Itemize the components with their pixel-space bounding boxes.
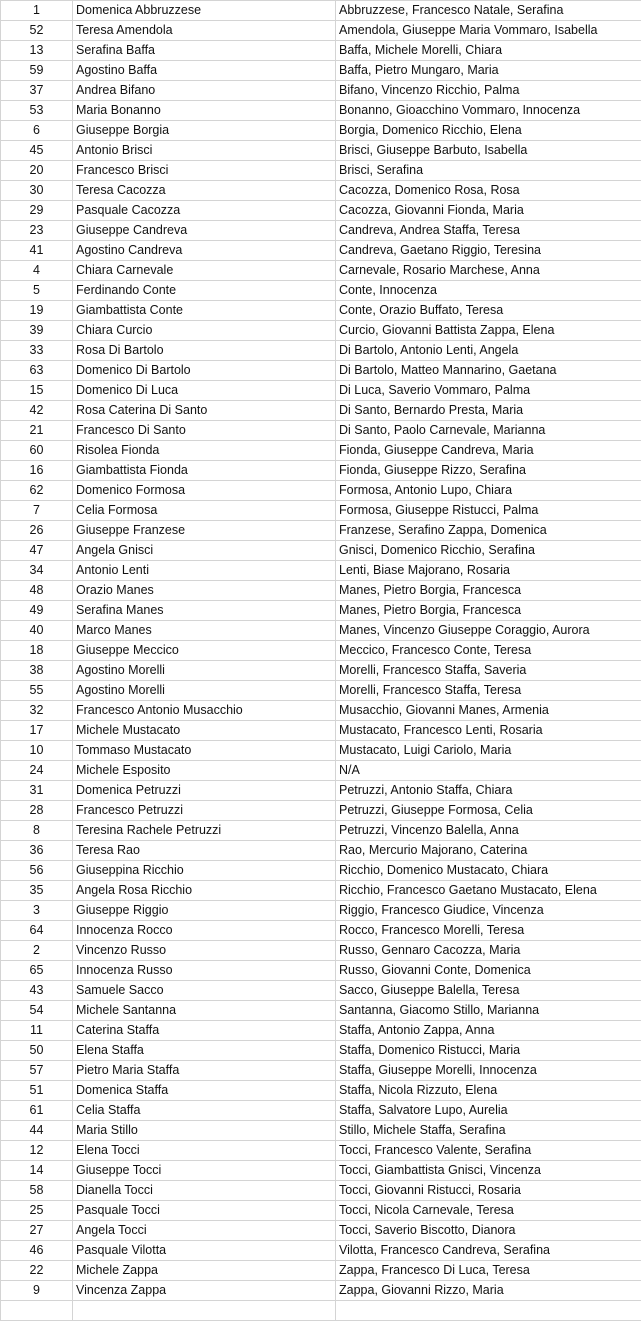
table-row: [1, 901, 641, 921]
id-cell[interactable]: 62: [1, 481, 73, 501]
name-cell[interactable]: Teresa Cacozza: [73, 181, 336, 201]
table-row: [1, 1181, 641, 1201]
id-cell[interactable]: 14: [1, 1161, 73, 1181]
table-row: [1, 981, 641, 1001]
parents-cell[interactable]: Baffa, Michele Morelli, Chiara: [336, 41, 641, 61]
parents-cell[interactable]: Gnisci, Domenico Ricchio, Serafina: [336, 541, 641, 561]
parents-cell[interactable]: Formosa, Antonio Lupo, Chiara: [336, 481, 641, 501]
table-row: [1, 141, 641, 161]
name-cell[interactable]: Elena Staffa: [73, 1041, 336, 1061]
parents-cell[interactable]: Fionda, Giuseppe Rizzo, Serafina: [336, 461, 641, 481]
parents-cell[interactable]: Tocci, Francesco Valente, Serafina: [336, 1141, 641, 1161]
name-cell[interactable]: Serafina Baffa: [73, 41, 336, 61]
id-cell[interactable]: 42: [1, 401, 73, 421]
table-row: [1, 1101, 641, 1121]
name-cell[interactable]: Domenica Staffa: [73, 1081, 336, 1101]
parents-cell[interactable]: Brisci, Serafina: [336, 161, 641, 181]
id-cell[interactable]: 23: [1, 221, 73, 241]
parents-cell[interactable]: Staffa, Antonio Zappa, Anna: [336, 1021, 641, 1041]
name-cell[interactable]: Agostino Baffa: [73, 61, 336, 81]
parents-cell[interactable]: Conte, Innocenza: [336, 281, 641, 301]
table-row: [1, 1, 641, 21]
id-cell[interactable]: 48: [1, 581, 73, 601]
id-cell[interactable]: 10: [1, 741, 73, 761]
table-row: [1, 881, 641, 901]
id-cell[interactable]: 7: [1, 501, 73, 521]
parents-cell[interactable]: Morelli, Francesco Staffa, Teresa: [336, 681, 641, 701]
table-row: [1, 401, 641, 421]
name-cell[interactable]: Giuseppe Borgia: [73, 121, 336, 141]
name-cell[interactable]: Serafina Manes: [73, 601, 336, 621]
table-row: [1, 581, 641, 601]
parents-cell[interactable]: Carnevale, Rosario Marchese, Anna: [336, 261, 641, 281]
id-cell[interactable]: 6: [1, 121, 73, 141]
name-cell[interactable]: Teresa Amendola: [73, 21, 336, 41]
name-cell[interactable]: Giambattista Fionda: [73, 461, 336, 481]
parents-cell[interactable]: Tocci, Giovanni Ristucci, Rosaria: [336, 1181, 641, 1201]
parents-cell[interactable]: Meccico, Francesco Conte, Teresa: [336, 641, 641, 661]
id-cell[interactable]: 45: [1, 141, 73, 161]
name-cell[interactable]: Pietro Maria Staffa: [73, 1061, 336, 1081]
name-cell[interactable]: Andrea Bifano: [73, 81, 336, 101]
parents-cell[interactable]: Staffa, Salvatore Lupo, Aurelia: [336, 1101, 641, 1121]
parents-cell[interactable]: Riggio, Francesco Giudice, Vincenza: [336, 901, 641, 921]
name-cell[interactable]: Vincenza Zappa: [73, 1281, 336, 1301]
name-cell[interactable]: Antonio Lenti: [73, 561, 336, 581]
parents-cell[interactable]: N/A: [336, 761, 641, 781]
table-row: [1, 561, 641, 581]
id-cell[interactable]: 15: [1, 381, 73, 401]
parents-cell[interactable]: Vilotta, Francesco Candreva, Serafina: [336, 1241, 641, 1261]
id-cell[interactable]: 11: [1, 1021, 73, 1041]
table-row: [1, 541, 641, 561]
name-cell[interactable]: Angela Rosa Ricchio: [73, 881, 336, 901]
table-row: [1, 1241, 641, 1261]
id-cell[interactable]: 25: [1, 1201, 73, 1221]
table-row: [1, 641, 641, 661]
table-row: [1, 1001, 641, 1021]
id-cell[interactable]: 31: [1, 781, 73, 801]
parents-cell[interactable]: Fionda, Giuseppe Candreva, Maria: [336, 441, 641, 461]
parents-cell[interactable]: Petruzzi, Giuseppe Formosa, Celia: [336, 801, 641, 821]
table-row: [1, 461, 641, 481]
parents-cell[interactable]: Formosa, Giuseppe Ristucci, Palma: [336, 501, 641, 521]
id-cell[interactable]: 5: [1, 281, 73, 301]
name-cell[interactable]: Agostino Morelli: [73, 681, 336, 701]
name-cell[interactable]: Domenica Abbruzzese: [73, 1, 336, 21]
parents-cell[interactable]: Di Bartolo, Antonio Lenti, Angela: [336, 341, 641, 361]
id-cell[interactable]: 35: [1, 881, 73, 901]
table-row: [1, 61, 641, 81]
id-cell[interactable]: 2: [1, 941, 73, 961]
parents-cell[interactable]: Tocci, Nicola Carnevale, Teresa: [336, 1201, 641, 1221]
parents-cell[interactable]: Musacchio, Giovanni Manes, Armenia: [336, 701, 641, 721]
parents-cell[interactable]: Manes, Pietro Borgia, Francesca: [336, 601, 641, 621]
name-cell[interactable]: Giuseppe Candreva: [73, 221, 336, 241]
parents-cell[interactable]: Lenti, Biase Majorano, Rosaria: [336, 561, 641, 581]
table-row: [1, 1161, 641, 1181]
id-cell[interactable]: 9: [1, 1281, 73, 1301]
table-row: [1, 701, 641, 721]
parents-cell[interactable]: Manes, Pietro Borgia, Francesca: [336, 581, 641, 601]
table-row: [1, 221, 641, 241]
name-cell[interactable]: Giambattista Conte: [73, 301, 336, 321]
id-cell[interactable]: 27: [1, 1221, 73, 1241]
name-cell[interactable]: Francesco Antonio Musacchio: [73, 701, 336, 721]
id-cell[interactable]: 37: [1, 81, 73, 101]
parents-cell[interactable]: Borgia, Domenico Ricchio, Elena: [336, 121, 641, 141]
parents-cell[interactable]: Staffa, Giuseppe Morelli, Innocenza: [336, 1061, 641, 1081]
table-row: [1, 1041, 641, 1061]
table-row: [1, 1121, 641, 1141]
id-cell[interactable]: 58: [1, 1181, 73, 1201]
name-cell[interactable]: Giuseppe Riggio: [73, 901, 336, 921]
name-cell[interactable]: Chiara Curcio: [73, 321, 336, 341]
parents-cell[interactable]: [336, 1301, 641, 1321]
parents-cell[interactable]: Manes, Vincenzo Giuseppe Coraggio, Aurora: [336, 621, 641, 641]
table-row: [1, 761, 641, 781]
table-row: [1, 521, 641, 541]
table-row: [1, 381, 641, 401]
parents-cell[interactable]: Baffa, Pietro Mungaro, Maria: [336, 61, 641, 81]
table-row: [1, 21, 641, 41]
name-cell[interactable]: Michele Mustacato: [73, 721, 336, 741]
name-cell[interactable]: Giuseppe Tocci: [73, 1161, 336, 1181]
name-cell[interactable]: Dianella Tocci: [73, 1181, 336, 1201]
table-row: [1, 1201, 641, 1221]
name-cell[interactable]: Teresa Rao: [73, 841, 336, 861]
table-row: [1, 161, 641, 181]
name-cell[interactable]: Pasquale Vilotta: [73, 1241, 336, 1261]
table-row: [1, 961, 641, 981]
parents-cell[interactable]: Santanna, Giacomo Stillo, Marianna: [336, 1001, 641, 1021]
table-row: [1, 821, 641, 841]
table-row: [1, 781, 641, 801]
name-cell[interactable]: Ferdinando Conte: [73, 281, 336, 301]
table-body: [1, 1, 641, 1321]
name-cell[interactable]: Francesco Brisci: [73, 161, 336, 181]
parents-cell[interactable]: Bonanno, Gioacchino Vommaro, Innocenza: [336, 101, 641, 121]
parents-cell[interactable]: Zappa, Giovanni Rizzo, Maria: [336, 1281, 641, 1301]
table-row: [1, 1221, 641, 1241]
table-row: [1, 861, 641, 881]
name-cell[interactable]: Vincenzo Russo: [73, 941, 336, 961]
parents-cell[interactable]: Ricchio, Francesco Gaetano Mustacato, Elena: [336, 881, 641, 901]
parents-cell[interactable]: Abbruzzese, Francesco Natale, Serafina: [336, 1, 641, 21]
id-cell[interactable]: 41: [1, 241, 73, 261]
name-cell[interactable]: Teresina Rachele Petruzzi: [73, 821, 336, 841]
name-cell[interactable]: [73, 1301, 336, 1321]
parents-cell[interactable]: Stillo, Michele Staffa, Serafina: [336, 1121, 641, 1141]
name-cell[interactable]: Antonio Brisci: [73, 141, 336, 161]
parents-cell[interactable]: Amendola, Giuseppe Maria Vommaro, Isabella: [336, 21, 641, 41]
name-cell[interactable]: Innocenza Russo: [73, 961, 336, 981]
id-cell[interactable]: 44: [1, 1121, 73, 1141]
parents-cell[interactable]: Mustacato, Francesco Lenti, Rosaria: [336, 721, 641, 741]
table-row: [1, 1021, 641, 1041]
table-row: [1, 361, 641, 381]
table-row: [1, 201, 641, 221]
parents-cell[interactable]: Di Santo, Bernardo Presta, Maria: [336, 401, 641, 421]
table-row: [1, 241, 641, 261]
name-cell[interactable]: Pasquale Tocci: [73, 1201, 336, 1221]
name-cell[interactable]: Francesco Di Santo: [73, 421, 336, 441]
parents-cell[interactable]: Cacozza, Giovanni Fionda, Maria: [336, 201, 641, 221]
table-row: [1, 481, 641, 501]
parents-cell[interactable]: Rao, Mercurio Majorano, Caterina: [336, 841, 641, 861]
parents-cell[interactable]: Tocci, Giambattista Gnisci, Vincenza: [336, 1161, 641, 1181]
table-row: [1, 941, 641, 961]
table-row: [1, 741, 641, 761]
parents-cell[interactable]: Petruzzi, Antonio Staffa, Chiara: [336, 781, 641, 801]
parents-cell[interactable]: Bifano, Vincenzo Ricchio, Palma: [336, 81, 641, 101]
table-row: [1, 1261, 641, 1281]
id-cell[interactable]: 53: [1, 101, 73, 121]
id-cell[interactable]: 39: [1, 321, 73, 341]
id-cell[interactable]: 34: [1, 561, 73, 581]
name-cell[interactable]: Domenico Di Bartolo: [73, 361, 336, 381]
name-cell[interactable]: Michele Zappa: [73, 1261, 336, 1281]
table-row: [1, 81, 641, 101]
parents-cell[interactable]: Petruzzi, Vincenzo Balella, Anna: [336, 821, 641, 841]
id-cell[interactable]: 60: [1, 441, 73, 461]
parents-cell[interactable]: Staffa, Nicola Rizzuto, Elena: [336, 1081, 641, 1101]
id-cell[interactable]: 26: [1, 521, 73, 541]
name-cell[interactable]: Michele Esposito: [73, 761, 336, 781]
table-row: [1, 421, 641, 441]
id-cell[interactable]: 22: [1, 1261, 73, 1281]
name-cell[interactable]: Maria Bonanno: [73, 101, 336, 121]
name-cell[interactable]: Celia Formosa: [73, 501, 336, 521]
parents-cell[interactable]: Di Bartolo, Matteo Mannarino, Gaetana: [336, 361, 641, 381]
id-cell[interactable]: 36: [1, 841, 73, 861]
name-cell[interactable]: Risolea Fionda: [73, 441, 336, 461]
parents-cell[interactable]: Russo, Giovanni Conte, Domenica: [336, 961, 641, 981]
name-cell[interactable]: Orazio Manes: [73, 581, 336, 601]
name-cell[interactable]: Giuseppe Meccico: [73, 641, 336, 661]
parents-cell[interactable]: Di Santo, Paolo Carnevale, Marianna: [336, 421, 641, 441]
table-row: [1, 681, 641, 701]
table-row: [1, 801, 641, 821]
parents-cell[interactable]: Conte, Orazio Buffato, Teresa: [336, 301, 641, 321]
name-cell[interactable]: Giuseppina Ricchio: [73, 861, 336, 881]
parents-cell[interactable]: Brisci, Giuseppe Barbuto, Isabella: [336, 141, 641, 161]
parents-cell[interactable]: Zappa, Francesco Di Luca, Teresa: [336, 1261, 641, 1281]
name-cell[interactable]: Caterina Staffa: [73, 1021, 336, 1041]
parents-cell[interactable]: Candreva, Gaetano Riggio, Teresina: [336, 241, 641, 261]
name-cell[interactable]: Angela Gnisci: [73, 541, 336, 561]
name-cell[interactable]: Chiara Carnevale: [73, 261, 336, 281]
name-cell[interactable]: Domenica Petruzzi: [73, 781, 336, 801]
id-cell[interactable]: 40: [1, 621, 73, 641]
parents-cell[interactable]: Staffa, Domenico Ristucci, Maria: [336, 1041, 641, 1061]
table-row: [1, 121, 641, 141]
table-row: [1, 721, 641, 741]
id-cell[interactable]: 18: [1, 641, 73, 661]
table-row: [1, 441, 641, 461]
id-cell[interactable]: 52: [1, 21, 73, 41]
id-cell[interactable]: 65: [1, 961, 73, 981]
name-cell[interactable]: Celia Staffa: [73, 1101, 336, 1121]
parents-cell[interactable]: Russo, Gennaro Cacozza, Maria: [336, 941, 641, 961]
id-cell[interactable]: 28: [1, 801, 73, 821]
id-cell[interactable]: 17: [1, 721, 73, 741]
name-cell[interactable]: Pasquale Cacozza: [73, 201, 336, 221]
name-cell[interactable]: Domenico Di Luca: [73, 381, 336, 401]
id-cell[interactable]: 64: [1, 921, 73, 941]
id-cell[interactable]: 51: [1, 1081, 73, 1101]
name-cell[interactable]: Rosa Caterina Di Santo: [73, 401, 336, 421]
id-cell[interactable]: 32: [1, 701, 73, 721]
parents-cell[interactable]: Sacco, Giuseppe Balella, Teresa: [336, 981, 641, 1001]
id-cell[interactable]: 16: [1, 461, 73, 481]
name-cell[interactable]: Marco Manes: [73, 621, 336, 641]
table-row: [1, 921, 641, 941]
table-row: [1, 321, 641, 341]
id-cell[interactable]: 46: [1, 1241, 73, 1261]
table-row: [1, 281, 641, 301]
id-cell[interactable]: 3: [1, 901, 73, 921]
parents-cell[interactable]: Candreva, Andrea Staffa, Teresa: [336, 221, 641, 241]
parents-cell[interactable]: Curcio, Giovanni Battista Zappa, Elena: [336, 321, 641, 341]
table-row: [1, 1061, 641, 1081]
table-row: [1, 341, 641, 361]
table-row: [1, 1081, 641, 1101]
table-row: [1, 181, 641, 201]
id-cell[interactable]: [1, 1301, 73, 1321]
id-cell[interactable]: 55: [1, 681, 73, 701]
id-cell[interactable]: 47: [1, 541, 73, 561]
table-row: [1, 41, 641, 61]
id-cell[interactable]: 24: [1, 761, 73, 781]
parents-cell[interactable]: Mustacato, Luigi Cariolo, Maria: [336, 741, 641, 761]
id-cell[interactable]: 59: [1, 61, 73, 81]
id-cell[interactable]: 20: [1, 161, 73, 181]
parents-cell[interactable]: Di Luca, Saverio Vommaro, Palma: [336, 381, 641, 401]
parents-cell[interactable]: Rocco, Francesco Morelli, Teresa: [336, 921, 641, 941]
parents-cell[interactable]: Morelli, Francesco Staffa, Saveria: [336, 661, 641, 681]
table-row: [1, 661, 641, 681]
name-cell[interactable]: Elena Tocci: [73, 1141, 336, 1161]
name-cell[interactable]: Maria Stillo: [73, 1121, 336, 1141]
id-cell[interactable]: 8: [1, 821, 73, 841]
table-row: [1, 501, 641, 521]
name-cell[interactable]: Domenico Formosa: [73, 481, 336, 501]
id-cell[interactable]: 30: [1, 181, 73, 201]
id-cell[interactable]: 13: [1, 41, 73, 61]
table-row: [1, 1281, 641, 1301]
table-row: [1, 101, 641, 121]
name-cell[interactable]: Francesco Petruzzi: [73, 801, 336, 821]
id-cell[interactable]: 12: [1, 1141, 73, 1161]
id-cell[interactable]: 29: [1, 201, 73, 221]
id-cell[interactable]: 56: [1, 861, 73, 881]
id-cell[interactable]: 43: [1, 981, 73, 1001]
id-cell[interactable]: 49: [1, 601, 73, 621]
table-row: [1, 601, 641, 621]
name-cell[interactable]: Angela Tocci: [73, 1221, 336, 1241]
name-cell[interactable]: Samuele Sacco: [73, 981, 336, 1001]
id-cell[interactable]: 57: [1, 1061, 73, 1081]
id-cell[interactable]: 1: [1, 1, 73, 21]
parents-cell[interactable]: Franzese, Serafino Zappa, Domenica: [336, 521, 641, 541]
name-cell[interactable]: Tommaso Mustacato: [73, 741, 336, 761]
table-row: [1, 261, 641, 281]
table-row: [1, 301, 641, 321]
name-cell[interactable]: Agostino Candreva: [73, 241, 336, 261]
id-cell[interactable]: 21: [1, 421, 73, 441]
table-row: [1, 841, 641, 861]
name-cell[interactable]: Rosa Di Bartolo: [73, 341, 336, 361]
id-cell[interactable]: 61: [1, 1101, 73, 1121]
id-cell[interactable]: 54: [1, 1001, 73, 1021]
name-cell[interactable]: Innocenza Rocco: [73, 921, 336, 941]
table-row: [1, 1301, 641, 1321]
id-cell[interactable]: 4: [1, 261, 73, 281]
id-cell[interactable]: 63: [1, 361, 73, 381]
id-cell[interactable]: 33: [1, 341, 73, 361]
id-cell[interactable]: 38: [1, 661, 73, 681]
parents-cell[interactable]: Tocci, Saverio Biscotto, Dianora: [336, 1221, 641, 1241]
name-cell[interactable]: Agostino Morelli: [73, 661, 336, 681]
table-row: [1, 621, 641, 641]
id-cell[interactable]: 50: [1, 1041, 73, 1061]
parents-cell[interactable]: Cacozza, Domenico Rosa, Rosa: [336, 181, 641, 201]
table-row: [1, 1141, 641, 1161]
name-cell[interactable]: Michele Santanna: [73, 1001, 336, 1021]
parents-cell[interactable]: Ricchio, Domenico Mustacato, Chiara: [336, 861, 641, 881]
name-cell[interactable]: Giuseppe Franzese: [73, 521, 336, 541]
id-cell[interactable]: 19: [1, 301, 73, 321]
